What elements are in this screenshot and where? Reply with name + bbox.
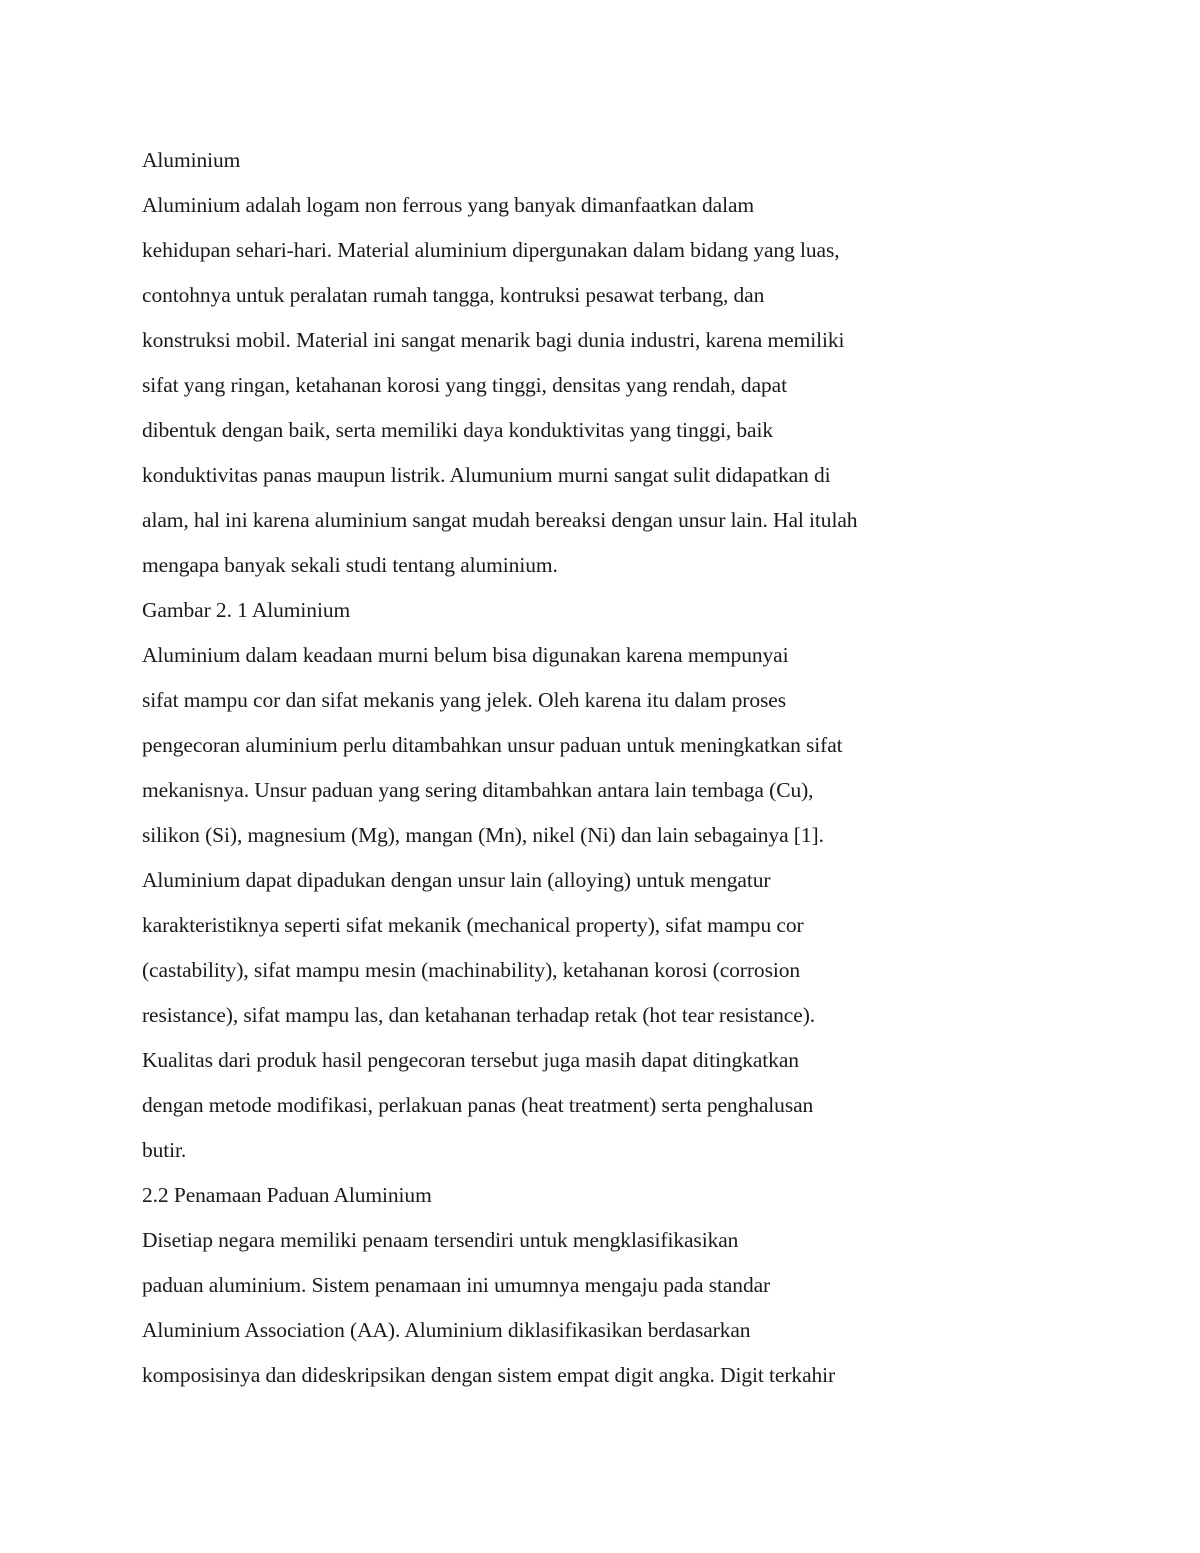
text-line: sifat mampu cor dan sifat mekanis yang jelek. Oleh karena itu dalam proses [142, 688, 786, 712]
text-line: mengapa banyak sekali studi tentang aluminium. [142, 553, 558, 577]
document-body [142, 138, 1142, 1398]
text-line: sifat yang ringan, ketahanan korosi yang tinggi, densitas yang rendah, dapat [142, 373, 787, 397]
figure-caption: Gambar 2. 1 Aluminium [142, 598, 351, 622]
text-line: Aluminium adalah logam non ferrous yang banyak dimanfaatkan dalam [142, 193, 755, 217]
section-title: Aluminium [142, 148, 241, 172]
text-line: Aluminium dalam keadaan murni belum bisa digunakan karena mempunyai [142, 643, 789, 667]
text-line: (castability), sifat mampu mesin (machinability), ketahanan korosi (corrosion [142, 958, 801, 982]
text-line: resistance), sifat mampu las, dan ketahanan terhadap retak (hot tear resistance). [142, 1003, 816, 1027]
text-line: Aluminium dapat dipadukan dengan unsur lain (alloying) untuk mengatur [142, 868, 771, 892]
section-heading: 2.2 Penamaan Paduan Aluminium [142, 1183, 432, 1207]
text-line: konduktivitas panas maupun listrik. Alumunium murni sangat sulit didapatkan di [142, 463, 831, 487]
text-line: pengecoran aluminium perlu ditambahkan unsur paduan untuk meningkatkan sifat [142, 733, 843, 757]
text-line: contohnya untuk peralatan rumah tangga, kontruksi pesawat terbang, dan [142, 283, 765, 307]
text-line: butir. [142, 1138, 187, 1162]
text-line: silikon (Si), magnesium (Mg), mangan (Mn), nikel (Ni) dan lain sebagainya [1]. [142, 823, 824, 847]
text-line: komposisinya dan dideskripsikan dengan sistem empat digit angka. Digit terkahir [142, 1363, 836, 1387]
text-line: Kualitas dari produk hasil pengecoran tersebut juga masih dapat ditingkatkan [142, 1048, 799, 1072]
text-line: mekanisnya. Unsur paduan yang sering ditambahkan antara lain tembaga (Cu), [142, 778, 814, 802]
text-line: alam, hal ini karena aluminium sangat mudah bereaksi dengan unsur lain. Hal itulah [142, 508, 858, 532]
text-line: kehidupan sehari-hari. Material aluminium dipergunakan dalam bidang yang luas, [142, 238, 840, 262]
text-line: konstruksi mobil. Material ini sangat menarik bagi dunia industri, karena memiliki [142, 328, 845, 352]
text-line: karakteristiknya seperti sifat mekanik (mechanical property), sifat mampu cor [142, 913, 804, 937]
text-line: Aluminium Association (AA). Aluminium diklasifikasikan berdasarkan [142, 1318, 751, 1342]
text-line: paduan aluminium. Sistem penamaan ini umumnya mengaju pada standar [142, 1273, 771, 1297]
text-line: Disetiap negara memiliki penaam tersendiri untuk mengklasifikasikan [142, 1228, 739, 1252]
text-line: dibentuk dengan baik, serta memiliki daya konduktivitas yang tinggi, baik [142, 418, 774, 442]
text-line: dengan metode modifikasi, perlakuan panas (heat treatment) serta penghalusan [142, 1093, 814, 1117]
